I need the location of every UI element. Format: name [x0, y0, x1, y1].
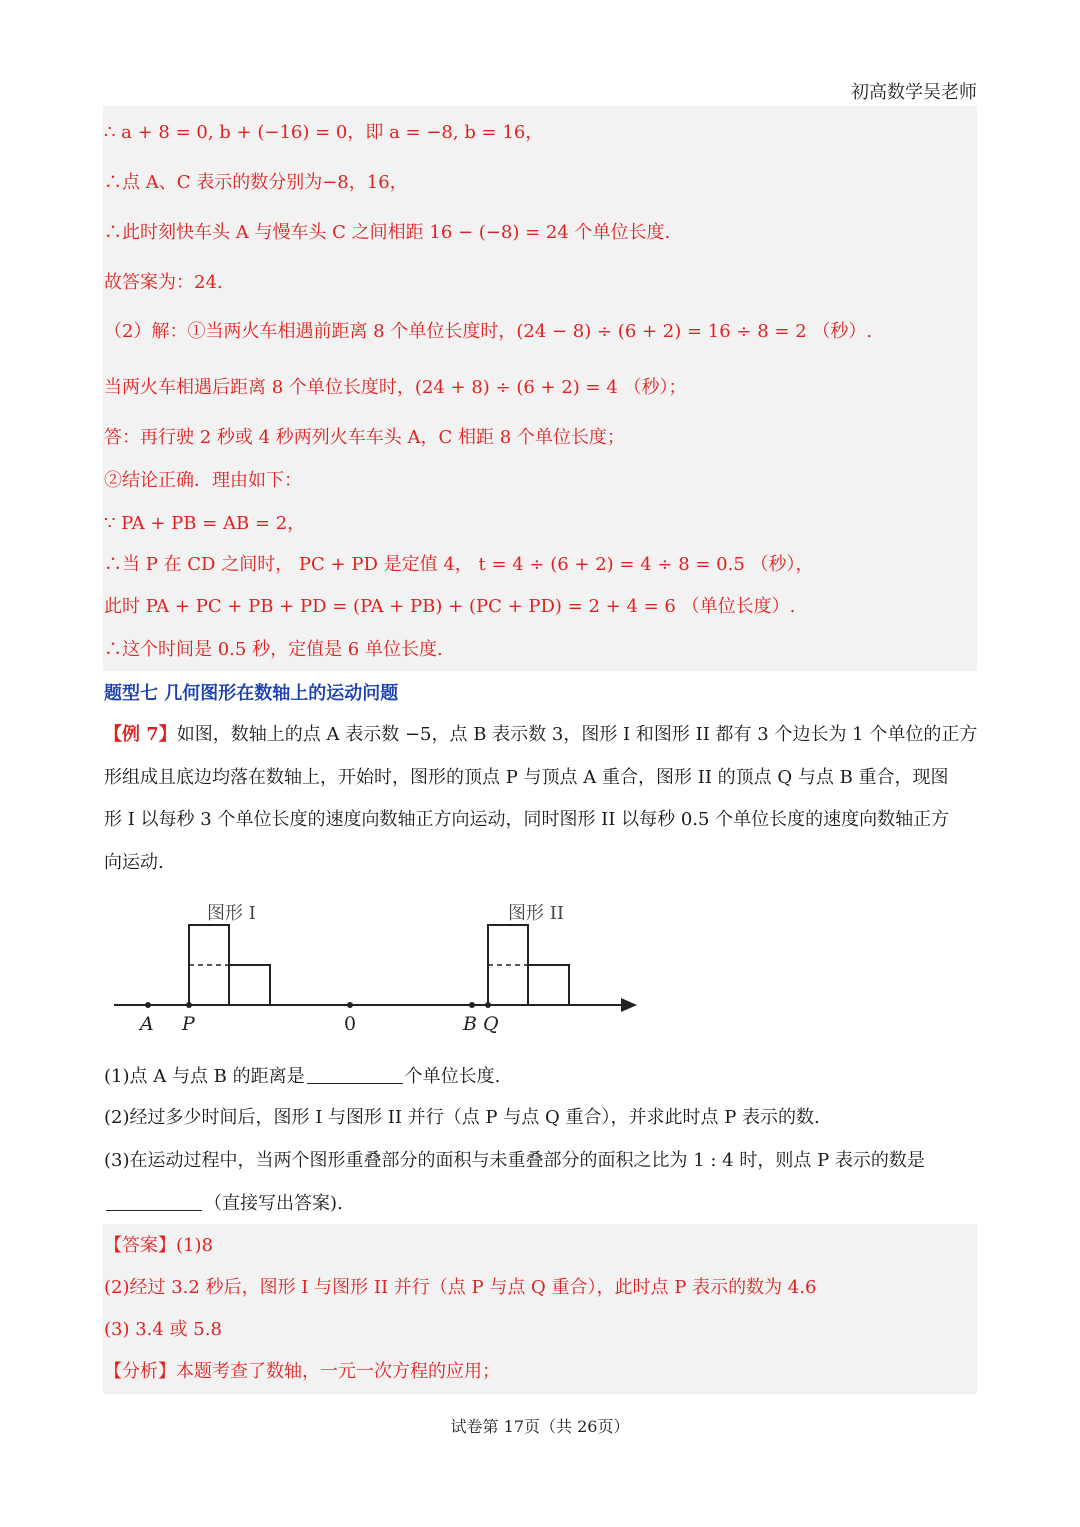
- question-1-text: (1)点 A 与点 B 的距离是: [104, 1066, 305, 1087]
- question-1-suffix: 个单位长度.: [404, 1066, 501, 1087]
- answer-line-4: 【分析】本题考查了数轴，一元一次方程的应用；: [104, 1361, 500, 1382]
- page-footer: 试卷第 17页（共 26页）: [450, 1417, 630, 1436]
- answer-line-3: (3) 3.4 或 5.8: [104, 1319, 222, 1340]
- label-P: P: [182, 1013, 195, 1035]
- question-3-line-1: (3)在运动过程中，当两个图形重叠部分的面积与未重叠部分的面积之比为 1 : 4 时，则点 P 表示的数是: [104, 1150, 925, 1171]
- label-Q: Q: [483, 1013, 499, 1035]
- page-header-author: 初高数学吴老师: [851, 82, 977, 103]
- label-0: 0: [344, 1013, 357, 1035]
- solution-line-11: 此时 PA + PC + PB + PD = (PA + PB) + (PC + PD) = 2 + 4 = 6 （单位长度）.: [104, 596, 796, 617]
- solution-line-3: ∴此时刻快车头 A 与慢车头 C 之间相距 16 − (−8) = 24 个单位长度.: [104, 222, 671, 243]
- question-2: (2)经过多少时间后，图形 I 与图形 II 并行（点 P 与点 Q 重合），并求此时点 P 表示的数.: [104, 1107, 820, 1128]
- solution-line-4: 故答案为：24.: [104, 272, 223, 293]
- example-line-3: 形 I 以每秒 3 个单位长度的速度向数轴正方向运动，同时图形 II 以每秒 0.5 个单位长度的速度向数轴正方: [104, 809, 950, 830]
- question-3-line-2: [104, 1192, 343, 1215]
- answer-line-1: 【答案】(1)8: [104, 1235, 213, 1256]
- solution-line-1: ∴ a + 8 = 0, b + (−16) = 0，即 a = −8, b = 16，: [104, 122, 544, 143]
- number-line-figure: [100, 895, 660, 1040]
- example-line-4: 向运动.: [104, 852, 164, 873]
- point-B-dot: [469, 1002, 475, 1008]
- point-Q-dot: [485, 1002, 491, 1008]
- solution-line-9: ∵ PA + PB = AB = 2，: [104, 513, 306, 534]
- label-B: B: [463, 1013, 477, 1035]
- point-A-dot: [145, 1002, 151, 1008]
- solution-line-8: ②结论正确．理由如下：: [104, 470, 302, 491]
- shape-2-label: 图形 II: [508, 903, 564, 924]
- point-0-dot: [347, 1002, 353, 1008]
- solution-line-6: 当两火车相遇后距离 8 个单位长度时，(24 + 8) ÷ (6 + 2) = 4 （秒）；: [104, 377, 687, 398]
- answer-blank-3: [106, 1192, 202, 1211]
- example-label: 【例 7】: [104, 724, 177, 745]
- label-A: A: [140, 1013, 154, 1035]
- shape-1-label: 图形 I: [207, 903, 256, 924]
- example-text-1: 如图，数轴上的点 A 表示数 −5，点 B 表示数 3，图形 I 和图形 II 都有 3 个边长为 1 个单位的正方: [176, 724, 978, 745]
- answer-blank-1: [307, 1065, 403, 1084]
- point-P-dot: [186, 1002, 192, 1008]
- answer-line-2: (2)经过 3.2 秒后，图形 I 与图形 II 并行（点 P 与点 Q 重合），此时点 P 表示的数为 4.6: [104, 1277, 817, 1298]
- solution-line-5: （2）解：①当两火车相遇前距离 8 个单位长度时，(24 − 8) ÷ (6 + 2) = 16 ÷ 8 = 2 （秒）.: [104, 321, 873, 342]
- solution-line-7: 答：再行驶 2 秒或 4 秒两列火车车头 A，C 相距 8 个单位长度；: [104, 427, 625, 448]
- question-3-suffix: （直接写出答案).: [204, 1193, 343, 1214]
- section-title: 题型七 几何图形在数轴上的运动问题: [104, 683, 399, 704]
- solution-line-10: ∴当 P 在 CD 之间时， PC + PD 是定值 4， t = 4 ÷ (6 + 2) = 4 ÷ 8 = 0.5 （秒），: [104, 554, 814, 575]
- solution-line-2: ∴点 A、C 表示的数分别为−8，16，: [104, 172, 408, 193]
- example-line-2: 形组成且底边均落在数轴上，开始时，图形的顶点 P 与顶点 A 重合，图形 II 的顶点 Q 与点 B 重合，现图: [104, 767, 949, 788]
- solution-line-12: ∴这个时间是 0.5 秒，定值是 6 单位长度.: [104, 639, 443, 660]
- example-line-1: [104, 724, 977, 746]
- axis-arrow-icon: [621, 998, 637, 1012]
- question-1: [104, 1065, 500, 1088]
